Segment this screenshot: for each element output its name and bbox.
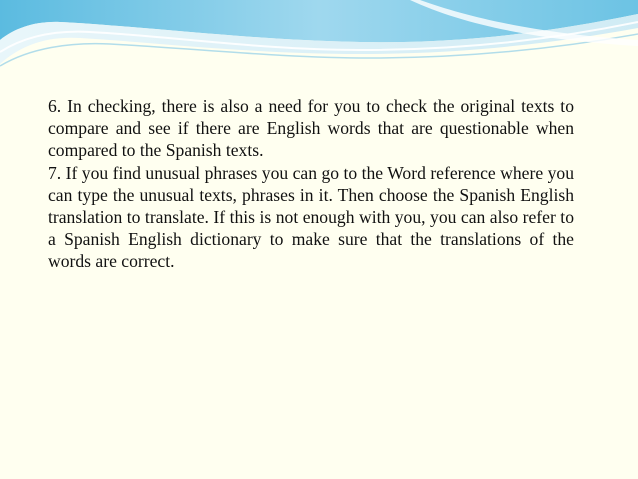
paragraph-step-6: 6. In checking, there is also a need for you to check the original texts to compare and see if there are English words that are questionable when compared to the Spanish texts. xyxy=(48,96,574,161)
slide-body-text xyxy=(48,95,574,273)
paragraph-step-7: 7. If you find unusual phrases you can go to the Word reference where you can type the unusual texts, phrases in it. Then choose the Spanish English translation to translate. If this is not enough with you, you can also refer to a Spanish English dictionary to make sure that the translations of the words are correct. xyxy=(48,162,574,272)
header-wave-decoration xyxy=(0,0,638,80)
